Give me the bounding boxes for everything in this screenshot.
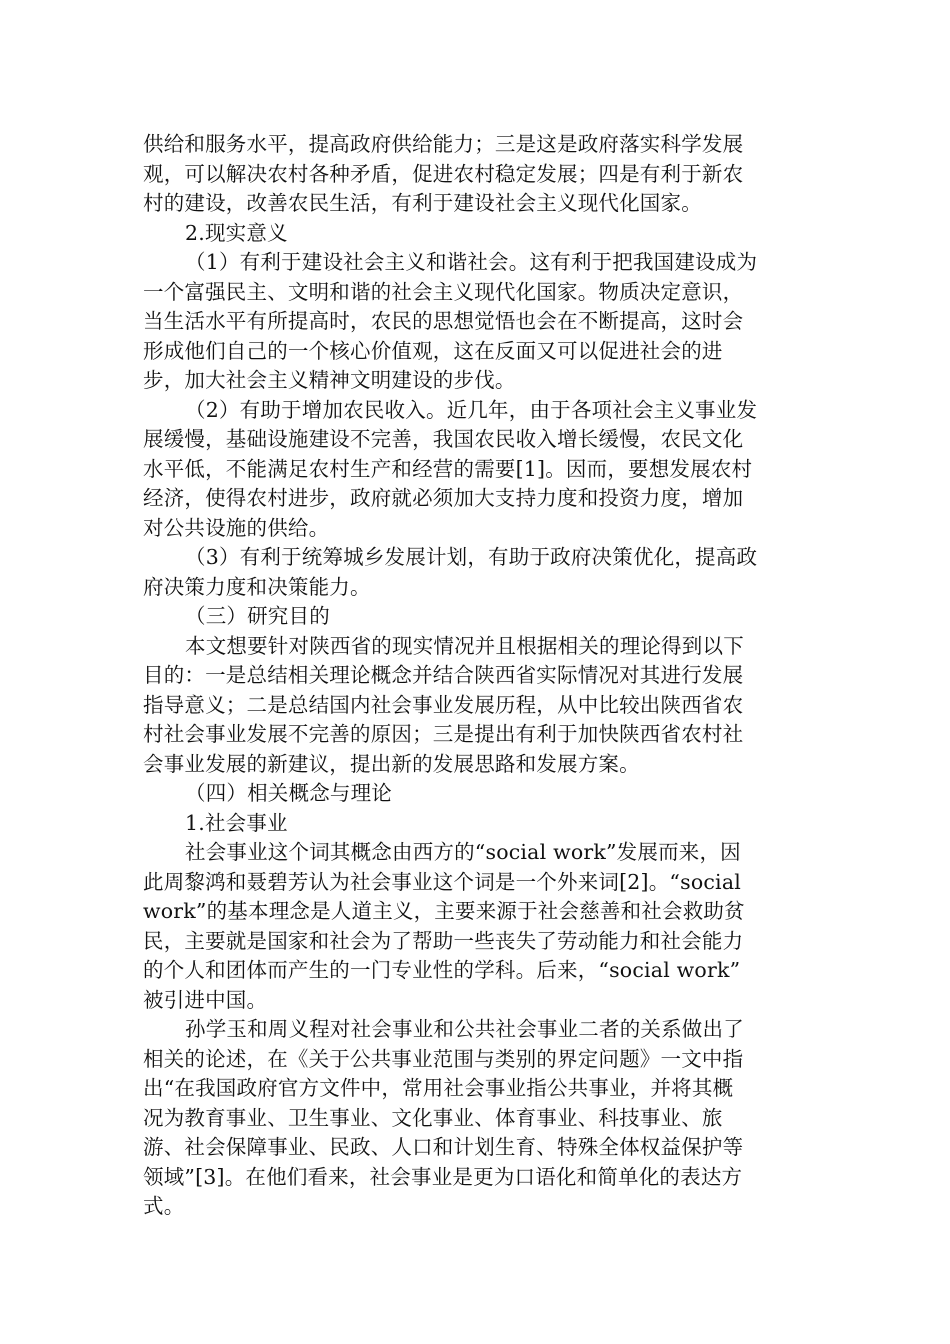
- text-line: work”的基本理念是人道主义，主要来源于社会慈善和社会救助贫: [143, 899, 745, 923]
- text-line: 经济，使得农村进步，政府就必须加大支持力度和投资力度，增加: [143, 486, 744, 510]
- paragraph: [143, 779, 810, 809]
- text-line: 水平低，不能满足农村生产和经营的需要[1]。因而，要想发展农村: [143, 456, 753, 481]
- text-line: 1.社会事业: [185, 810, 288, 835]
- text-line: 对公共设施的供给。: [143, 515, 330, 540]
- text-line: 展缓慢，基础设施建设不完善，我国农民收入增长缓慢，农民文化: [143, 427, 744, 451]
- paragraph: [143, 543, 810, 602]
- text-line: 当生活水平有所提高时，农民的思想觉悟也会在不断提高，这时会: [143, 309, 744, 333]
- text-line: 供给和服务水平，提高政府供给能力；三是这是政府落实科学发展: [143, 132, 744, 156]
- text-line: 被引进中国。: [143, 987, 268, 1012]
- text-line: 出“在我国政府官方文件中，常用社会事业指公共事业，并将其概: [143, 1076, 734, 1100]
- text-line: 观，可以解决农村各种矛盾，促进农村稳定发展；四是有利于新农: [143, 161, 744, 186]
- paragraph: [143, 838, 810, 1015]
- paragraph: [143, 248, 810, 396]
- text-line: 形成他们自己的一个核心价值观，这在反面又可以促进社会的进: [143, 338, 723, 363]
- text-line: 2.现实意义: [185, 220, 288, 245]
- text-line: 指导意义；二是总结国内社会事业发展历程，从中比较出陕西省农: [143, 692, 744, 717]
- text-line: （四）相关概念与理论: [185, 781, 392, 805]
- text-line: 目的：一是总结相关理论概念并结合陕西省实际情况对其进行发展: [143, 663, 744, 687]
- text-line: 一个富强民主、文明和谐的社会主义现代化国家。物质决定意识，: [143, 279, 744, 304]
- paragraph: [143, 632, 810, 780]
- text-line: （3）有利于统筹城乡发展计划，有助于政府决策优化，提高政: [185, 545, 758, 569]
- paragraph: [143, 219, 810, 249]
- text-line: 府决策力度和决策能力。: [143, 574, 371, 599]
- text-line: 式。: [143, 1194, 185, 1218]
- text-line: 社会事业这个词其概念由西方的“social work”发展而来，因: [185, 840, 741, 864]
- paragraph: [143, 602, 810, 632]
- text-line: 的个人和团体而产生的一门专业性的学科。后来，“social work”: [143, 958, 741, 982]
- text-line: （三）研究目的: [185, 604, 330, 628]
- text-line: 况为教育事业、卫生事业、文化事业、体育事业、科技事业、旅: [143, 1105, 723, 1130]
- text-line: （2）有助于增加农民收入。近几年，由于各项社会主义事业发: [185, 397, 758, 422]
- paragraph: [143, 1015, 810, 1222]
- paragraph: [143, 809, 810, 839]
- text-line: 领域”[3]。在他们看来，社会事业是更为口语化和简单化的表达方: [143, 1164, 743, 1189]
- paragraph: [143, 130, 810, 219]
- text-line: 步，加大社会主义精神文明建设的步伐。: [143, 368, 516, 392]
- text-line: 此周黎鸿和聂碧芳认为社会事业这个词是一个外来词[2]。“social: [143, 869, 741, 894]
- text-line: （1）有利于建设社会主义和谐社会。这有利于把我国建设成为: [185, 250, 758, 274]
- paragraph: [143, 396, 810, 544]
- text-line: 会事业发展的新建议，提出新的发展思路和发展方案。: [143, 751, 640, 776]
- text-line: 相关的论述，在《关于公共事业范围与类别的界定问题》一文中指: [143, 1046, 744, 1071]
- text-line: 本文想要针对陕西省的现实情况并且根据相关的理论得到以下: [185, 633, 744, 658]
- text-line: 村社会事业发展不完善的原因；三是提出有利于加快陕西省农村社: [143, 722, 744, 746]
- text-line: 孙学玉和周义程对社会事业和公共社会事业二者的关系做出了: [185, 1017, 744, 1041]
- text-line: 游、社会保障事业、民政、人口和计划生育、特殊全体权益保护等: [143, 1135, 744, 1159]
- text-line: 民，主要就是国家和社会为了帮助一些丧失了劳动能力和社会能力: [143, 928, 744, 953]
- text-line: 村的建设，改善农民生活，有利于建设社会主义现代化国家。: [143, 191, 702, 215]
- document-body: [143, 130, 810, 1222]
